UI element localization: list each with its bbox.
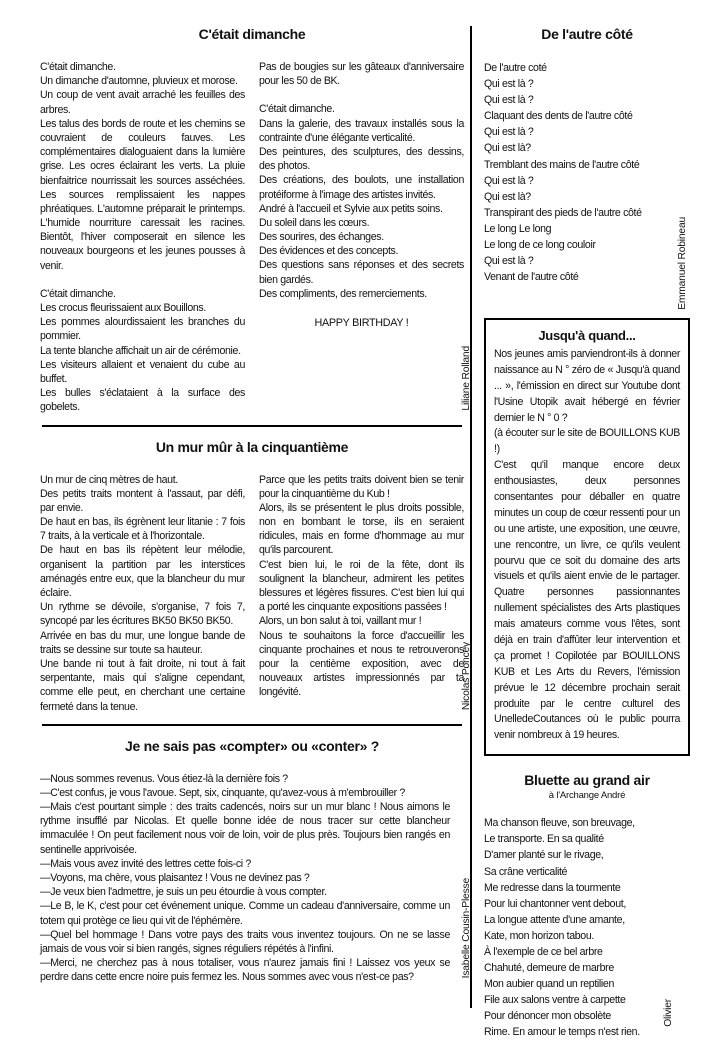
paragraph: Parce que les petits traits doivent bien se tenir pour la cinquantième du Kub ! — [259, 473, 464, 500]
article-column-2 — [259, 60, 464, 415]
paragraph: Alors, ils se présentent le plus droits possible, non en bombant le torse, ils en seraient ridicules, mais en forme d'hommage au mur qu'ils parcourent. — [259, 501, 464, 557]
poem-line: Me redresse dans la tourmente — [484, 881, 621, 894]
right-region — [484, 26, 690, 1039]
poem-line: À l'exemple de ce bel arbre — [484, 946, 603, 959]
paragraph: De haut en bas ils répètent leur mélodie, organisent la partition par les interstices aménagés entre eux, que la blancheur du mur éclaire. — [40, 544, 245, 599]
poem-lines — [484, 815, 690, 1040]
author-name: Emmanuel Robineau — [677, 217, 688, 310]
paragraph: André à l'accueil et Sylvie aux petits soins. — [259, 202, 443, 215]
paragraph: Des questions sans réponses et des secrets bien gardés. — [259, 259, 464, 286]
dialogue-line: —C'est confus, je vous l'avoue. Sept, six, cinquante, qu'avez-vous à m'embrouiller ? — [40, 786, 405, 799]
paragraph: Du soleil dans les cœurs. — [259, 216, 370, 229]
poem-line: Claquant des dents de l'autre côté — [484, 110, 633, 123]
column-2-paragraphs — [259, 60, 464, 301]
paragraph: Des créations, des boulots, une installation protéiforme à l'image des artistes invités. — [259, 174, 464, 201]
dialogue-line: —Mais vous avez invité des lettres cette fois-ci ? — [40, 857, 251, 870]
poem-line: Pour dénoncer mon obsolète — [484, 1010, 611, 1023]
poem-line: Le long Le long — [484, 222, 552, 235]
article-column-1 — [40, 473, 245, 714]
poem-line: Qui est là ? — [484, 255, 534, 268]
paragraph: Les visiteurs allaient et venaient du cube au buffet. — [40, 358, 245, 385]
poem-title: De l'autre côté — [541, 26, 633, 42]
paragraph: Nous te souhaitons la force d'accueillir les cinquante prochaines et nous te retrouverons pour la centième exposition, avec de nouveaux artistes impressionnés par ta longévité. — [259, 629, 464, 699]
dialogue-line: —Quel bel hommage ! Dans votre pays des traits vous inventez toujours. On ne se lasse jamais de vous voir si bien rangés, signes réguliers répétés à l'infini. — [40, 928, 450, 955]
paragraph: Pas de bougies sur les gâteaux d'anniversaire pour les 50 de BK. — [259, 61, 464, 88]
paragraph: Des sourires, des échanges. — [259, 231, 384, 244]
poem-line: La longue attente d'une amante, — [484, 913, 625, 926]
article-title: Un mur mûr à la cinquantième — [155, 438, 349, 455]
column-divider — [470, 26, 472, 1008]
article-cetait-dimanche — [40, 26, 472, 415]
poem-line: Qui est là? — [484, 142, 531, 155]
box-paragraph: C'est qu'il manque encore deux enthousiastes, deux personnes consentantes pour déballer en quatre minutes un coup de cœur ressenti pour un ou une artiste, une exposition, une œuvre, une rencontre, un livre, ce qu'ils veulent pourvu que ce soit du domaine des arts visuels et qu'ils aient envie de le partager. Quatre personnes passionnantes nullement spécialistes des Arts plastiques mais amateurs comme vous l'êtes, sont déjà en train d'affûter leur intervention et ça promet ! Copilotée par BOUILLONS KUB et Les Arts du Revers, l'émission prévue le 12 décembre prochain serait produite par le centre culturel des UnelledeCoutances où le public pourra venir nombreux à 19 heures. — [494, 459, 680, 742]
paragraph: Alors, un bon salut à toi, vaillant mur ! — [259, 615, 422, 628]
poem-line: D'amer planté sur le rivage, — [484, 849, 604, 862]
paragraph: La tente blanche affichait un air de cérémonie. — [40, 344, 241, 357]
paragraph: Un coup de vent avait arraché les feuilles des arbres. — [40, 89, 245, 116]
paragraph: Un rythme se dévoile, s'organise, 7 fois 7, syncopé par les écritures BK50 BK50 BK50. — [40, 601, 245, 628]
author-name: Liliane Rolland — [461, 345, 472, 411]
box-paragraph: (à écouter sur le site de BOUILLONS KUB !) — [494, 427, 680, 456]
box-title: Jusqu'à quand... — [538, 328, 636, 343]
poem-line: Mon aubier quand un reptilien — [484, 978, 615, 991]
poem-lines — [484, 60, 690, 285]
paragraph: Des peintures, des sculptures, des dessins, des photos. — [259, 145, 464, 173]
poem-line: Rime. En amour le temps n'est rien. — [484, 1026, 640, 1039]
paragraph: Les bulles s'éclataient à la surface des gobelets. — [40, 387, 245, 414]
article-column-1 — [40, 60, 245, 415]
poem-de-lautre-cote — [484, 26, 690, 316]
paragraph: Dans la galerie, des travaux installés sous la contrainte d'une élégante verticalité. — [259, 117, 464, 144]
poem-line: Qui est là? — [484, 190, 531, 203]
dialogue-line: —Mais c'est pourtant simple : des traits cadencés, noirs sur un mur blanc ! Nous aimons le rythme insufflé par Nicolas. Et quelle bonne idée de nous tracer sur cette blancheur immaculée ! On peut facilement nous voir de loin, voir de plus près. Toujours bien rangés en sentinelle apprivoisée. — [40, 801, 450, 856]
poem-dedication: à l'Archange André — [548, 790, 626, 802]
box-paragraphs — [494, 347, 680, 744]
paragraph: C'était dimanche. — [40, 61, 116, 73]
paragraph: Les talus des bords de route et les chemins se couvraient de couleurs fauves. Les complémentaires dialoguaient dans la lumière grise. Les ocres éclairant les verts. La pluie bienfaitrice nourrissait les sources asséchées. Les sources remplissaient les nappes phréatiques. L'automne préparait le printemps. L'humide nourriture caressait les racines. Bientôt, l'hiver composerait en silence les nouveaux bourgeons et les jeunes pousses à venir. — [40, 117, 245, 272]
paragraph: Un dimanche d'automne, pluvieux et morose. — [40, 75, 238, 88]
dialogue-line: —Voyons, ma chère, vous plaisantez ! Vous ne devinez pas ? — [40, 872, 310, 884]
dialogue-line: —Nous sommes revenus. Vous étiez-là la dernière fois ? — [40, 772, 288, 785]
article-columns — [40, 473, 464, 714]
paragraph: Les crocus fleurissaient aux Bouillons. — [40, 302, 206, 314]
author-name: Nicolas Poncey — [461, 641, 472, 710]
paragraph: Un mur de cinq mètres de haut. — [40, 473, 178, 486]
paragraph: C'est bien lui, le roi de la fête, dont ils soulignent la blancheur, admirent les petites blessures et légères fissures. C'est bien lui qui a porté les cinquante expositions passées ! — [259, 558, 464, 614]
paragraph: Arrivée en bas du mur, une longue bande de traits se dessine sur toute sa hauteur. — [40, 629, 245, 656]
paragraph: Une bande ni tout à fait droite, ni tout à fait serpentante, mais qui s'aligne cependant, comme elle peut, en cherchant une certaine fermeté dans la tenue. — [40, 657, 245, 713]
closing-line: HAPPY BIRTHDAY ! — [314, 317, 409, 329]
poem-line: Pour lui chantonner vent debout, — [484, 897, 626, 910]
left-region — [40, 26, 472, 1024]
section-divider — [42, 724, 462, 726]
poem-line: Le long de ce long couloir — [484, 239, 596, 252]
poem-line: Ma chanson fleuve, son breuvage, — [484, 817, 635, 830]
paragraph — [40, 273, 245, 287]
dialogue-line: —Je veux bien l'admettre, je suis un peu étourdie à vous compter. — [40, 886, 327, 899]
dialogue-lines — [40, 772, 464, 985]
dialogue-line: —Merci, ne cherchez pas à nous totaliser, vous n'aurez jamais fini ! Laissez vos yeux se perdre dans cette encre noire puis fermez les. Nous sommes avec vous n'est-ce pas? — [40, 957, 450, 984]
paragraph: De haut en bas, ils égrènent leur litanie : 7 fois 7 traits, à la verticale et à l'horizontale. — [40, 516, 245, 543]
article-column-2 — [259, 473, 464, 714]
poem-line: Transpirant des pieds de l'autre côté — [484, 206, 642, 219]
poem-line: Venant de l'autre côté — [484, 271, 579, 284]
poem-line: File aux salons ventre à carpette — [484, 994, 626, 1007]
article-compter-conter — [40, 737, 472, 985]
poem-line: Qui est là ? — [484, 174, 534, 187]
article-columns — [40, 60, 464, 415]
paragraph — [259, 88, 464, 102]
section-divider — [42, 425, 462, 427]
box-paragraph: Nos jeunes amis parviendront-ils à donner naissance au N ° zéro de « Jusqu'à quand ... », l'émission en direct sur Youtube dont l'Usine Utopik avait hébergé en février dernier le N ° 0 ? — [494, 348, 680, 424]
poem-line: Chahuté, demeure de marbre — [484, 962, 614, 975]
article-title: C'était dimanche — [198, 26, 306, 42]
author-name: Isabelle Cousin-Plesse — [461, 878, 472, 979]
poem-bluette — [484, 772, 690, 1060]
paragraph: Des évidences et des concepts. — [259, 245, 399, 258]
article-un-mur-mur — [40, 438, 472, 714]
paragraph: C'était dimanche. — [259, 103, 335, 116]
author-name: Olivier — [663, 998, 674, 1027]
poem-line: De l'autre coté — [484, 62, 547, 74]
paragraph: C'était dimanche. — [40, 287, 116, 300]
poem-line: Qui est là ? — [484, 126, 534, 139]
poem-title: Bluette au grand air — [524, 772, 650, 789]
paragraph: Des petits traits montent à l'assaut, par défi, par envie. — [40, 487, 245, 514]
article-title: Je ne sais pas «compter» ou «conter» ? — [125, 737, 379, 754]
poem-line: Tremblant des mains de l'autre côté — [484, 158, 640, 171]
poem-line: Kate, mon horizon tabou. — [484, 929, 594, 942]
dialogue-line: —Le B, le K, c'est pour cet événement unique. Comme un cadeau d'anniversaire, comme un totem qui protège ce lieu qui vit de l'éphémère. — [40, 900, 450, 927]
poem-line: Le transporte. En sa qualité — [484, 833, 604, 846]
paragraph: Des compliments, des remerciements. — [259, 287, 427, 300]
poem-line: Qui est là ? — [484, 94, 534, 107]
poem-line: Sa crâne verticalité — [484, 865, 568, 878]
jusqua-quand-box — [484, 318, 690, 756]
poem-line: Qui est là ? — [484, 78, 534, 91]
paragraph: Les pommes alourdissaient les branches du pommier. — [40, 316, 245, 343]
